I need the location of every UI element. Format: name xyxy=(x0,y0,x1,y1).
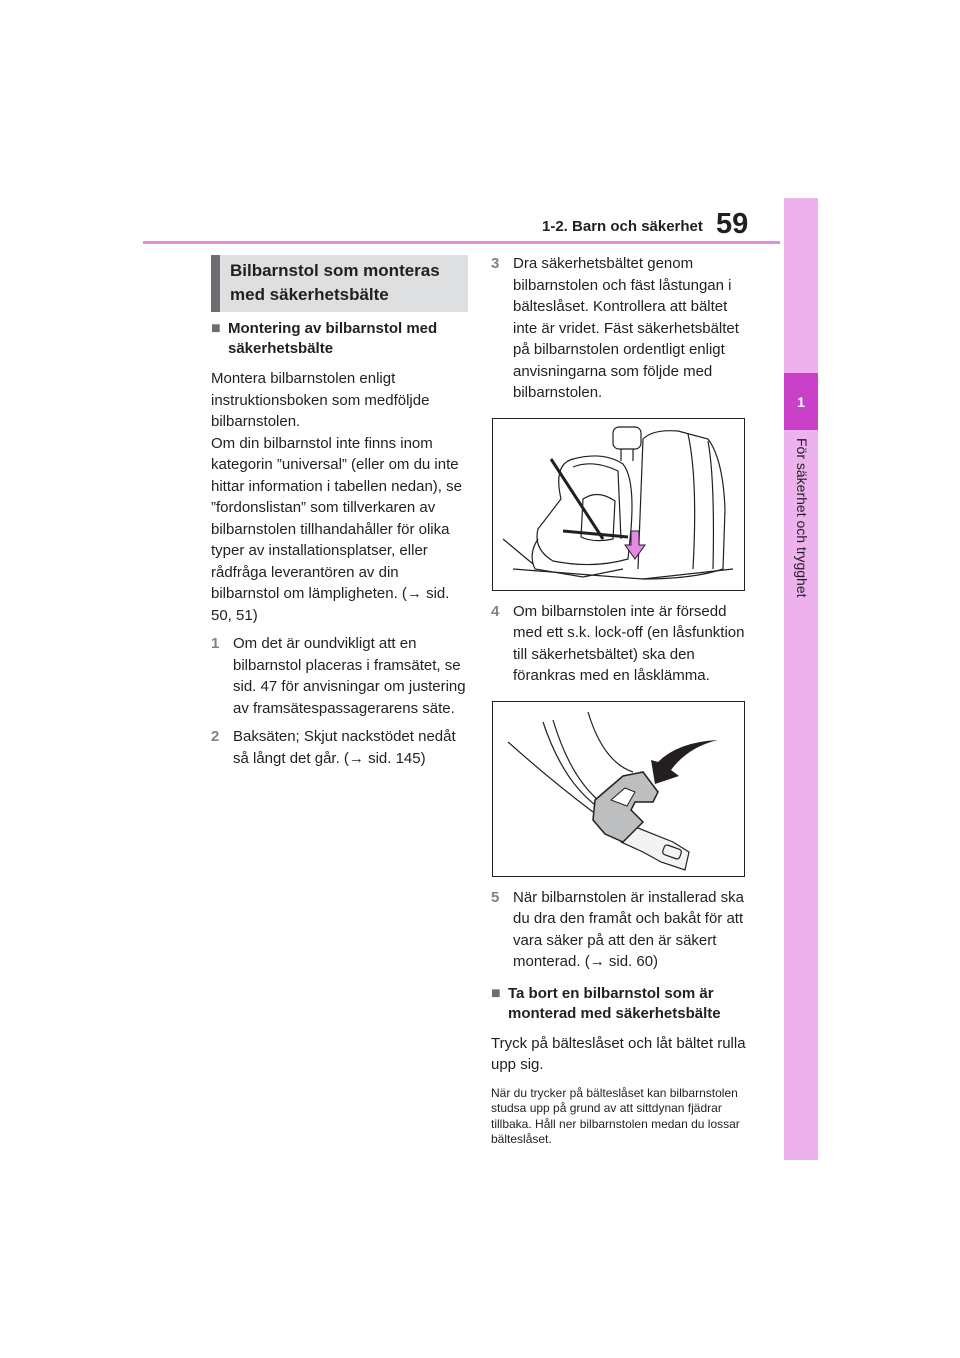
step-number: 5 xyxy=(491,888,500,906)
subheading-removal-text: Ta bort en bilbarnstol som är monterad med säkerhetsbälte xyxy=(508,984,721,1022)
step-item xyxy=(491,887,746,973)
child-seat-illustration xyxy=(492,418,745,591)
chapter-number-tab[interactable]: 1 xyxy=(784,373,818,430)
intro-paragraph-1: Montera bilbarnstolen enligt instruktionsboken som medföljde bilbarnstolen. xyxy=(211,370,430,430)
left-column xyxy=(211,319,466,769)
step-number: 3 xyxy=(491,255,500,272)
step-text: Baksäten; Skjut nackstödet nedåt så långt det går. (→ sid. 145) xyxy=(233,728,456,767)
right-column xyxy=(491,253,746,1148)
step-text: Dra säkerhetsbältet genom bilbarnstolen och fäst låstungan i bälteslåset. Kontrollera att bältet inte är vridet. Fäst säkerhetsbältet på bilbarnstolen ordentligt enligt anvisningarna som följde med bilbarnstolen. xyxy=(513,255,739,401)
page-number: 59 xyxy=(716,208,749,240)
chapter-title: För säkerhet och trygghet xyxy=(794,438,810,598)
step-text: Om det är oundvikligt att en bilbarnstol placeras i framsätet, se sid. 47 för anvisningar om justering av framsätespassagerarens säte. xyxy=(233,635,466,717)
subheading-mounting xyxy=(211,319,466,359)
step-number: 4 xyxy=(491,602,500,620)
step-item xyxy=(211,726,466,769)
intro-paragraph-2: Om din bilbarnstol inte finns inom kategorin ”universal” (eller om du inte hittar information i tabellen nedan), se ”fordonslistan” som tillverkaren av bilbarnstolen tillhandahåller för olika typer av installationsplatser, eller rådfråga leverantören av din bilbarnstol om lämpligheten. (→ sid. 50, 51) xyxy=(211,434,462,624)
note-paragraph: När du trycker på bälteslåset kan bilbarnstolen studsa upp på grund av att sittdynan fjädrar tillbaka. Håll ner bilbarnstolen medan du lossar bälteslåset. xyxy=(491,1085,740,1146)
step-number: 1 xyxy=(211,635,220,652)
subheading-removal xyxy=(491,984,746,1024)
locking-clip-drawing xyxy=(493,702,744,876)
step-number: 2 xyxy=(211,728,220,745)
step-text: När bilbarnstolen är installerad ska du dra den framåt och bakåt för att vara säker på att den är säkert monterad. (→ sid. 60) xyxy=(513,888,744,970)
locking-clip-illustration xyxy=(492,701,745,877)
square-bullet-icon: ■ xyxy=(211,320,221,337)
step-text: Om bilbarnstolen inte är försedd med ett s.k. lock-off (en låsfunktion till säkerhetsbältet) ska den förankras med en låsklämma. xyxy=(513,602,745,684)
step-item xyxy=(211,633,466,719)
step-item xyxy=(491,253,746,404)
square-bullet-icon: ■ xyxy=(491,984,501,1002)
step-item xyxy=(491,601,746,687)
removal-paragraph: Tryck på bälteslåset och låt bältet rulla upp sig. xyxy=(491,1034,746,1073)
subheading-mounting-text: Montering av bilbarnstol med säkerhetsbälte xyxy=(228,320,438,357)
header-rule xyxy=(143,241,780,244)
child-seat-drawing xyxy=(493,419,744,590)
section-heading-box: Bilbarnstol som monteras med säkerhetsbälte xyxy=(211,255,468,312)
section-title: 1-2. Barn och säkerhet xyxy=(542,218,703,235)
chapter-side-tab xyxy=(784,198,818,1160)
